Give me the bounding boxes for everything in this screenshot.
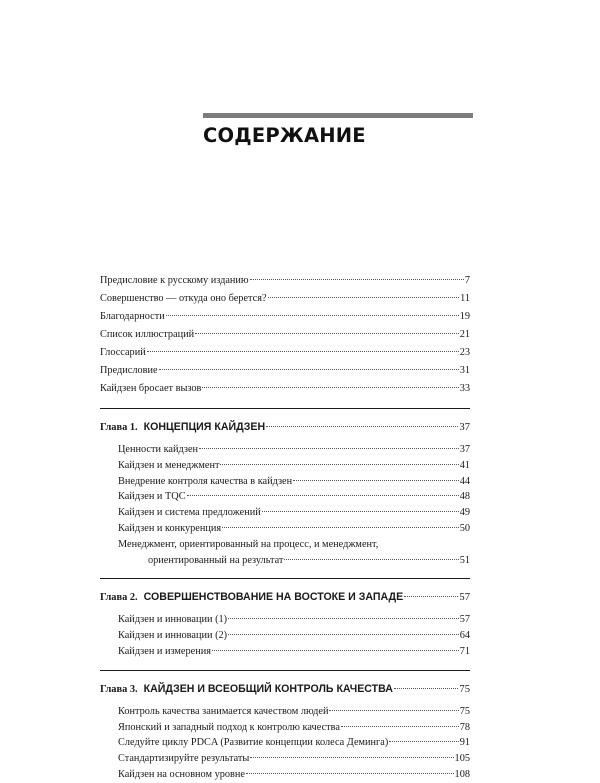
toc-section-label: Контроль качества занимается качеством людей bbox=[118, 705, 329, 717]
divider bbox=[100, 408, 470, 409]
toc-section-page: 78 bbox=[459, 721, 470, 733]
dot-leader bbox=[147, 351, 459, 352]
toc-entry-label: Предисловие bbox=[100, 365, 158, 376]
toc-entry-label: Глоссарий bbox=[100, 347, 146, 358]
toc-section-label: Кайдзен и TQC bbox=[118, 491, 186, 503]
page-title: СОДЕРЖАНИЕ bbox=[203, 124, 366, 147]
toc-section-page: 71 bbox=[459, 645, 470, 657]
toc-entry-page: 7 bbox=[464, 275, 470, 286]
toc-entry-page: 21 bbox=[459, 329, 470, 340]
toc-section[interactable] bbox=[100, 628, 470, 644]
toc-section[interactable] bbox=[100, 735, 470, 751]
dot-leader bbox=[293, 480, 459, 481]
toc-section-page: 37 bbox=[459, 444, 470, 455]
toc-section[interactable] bbox=[100, 474, 470, 490]
chapter-number: Глава 3. bbox=[100, 683, 138, 695]
toc-section-label: Кайдзен на основном уровне bbox=[118, 768, 245, 780]
toc-section-page: 41 bbox=[459, 459, 470, 471]
toc-section-page: 48 bbox=[459, 491, 470, 503]
dot-leader bbox=[262, 511, 459, 512]
heading-rule bbox=[203, 113, 473, 118]
toc-entry-label: Кайдзен бросает вызов bbox=[100, 383, 202, 394]
dot-leader bbox=[212, 650, 459, 651]
toc-entry-illustrations[interactable] bbox=[100, 326, 470, 344]
dot-leader bbox=[220, 464, 458, 465]
toc-section-multiline[interactable] bbox=[100, 537, 470, 569]
dot-leader bbox=[266, 426, 458, 427]
toc-section[interactable] bbox=[100, 505, 470, 521]
toc-section-label-line1: Менеджмент, ориентированный на процесс, и менеджмент, bbox=[118, 538, 379, 550]
chapter-number: Глава 1. bbox=[100, 422, 138, 433]
dot-leader bbox=[268, 297, 460, 298]
toc-chapter-3[interactable] bbox=[100, 680, 470, 698]
toc-entry-preface[interactable] bbox=[100, 362, 470, 380]
toc-entry-label: Совершенство — откуда оно берется? bbox=[100, 293, 267, 304]
toc-entry-preface-russian[interactable] bbox=[100, 272, 470, 290]
dot-leader bbox=[404, 596, 458, 597]
toc-entry-label: Список иллюстраций bbox=[100, 329, 195, 340]
chapter-title: КАЙДЗЕН И ВСЕОБЩИЙ КОНТРОЛЬ КАЧЕСТВА bbox=[143, 682, 393, 695]
toc-section-page: 64 bbox=[459, 630, 470, 642]
dot-leader bbox=[222, 527, 459, 528]
toc-chapter-2[interactable] bbox=[100, 588, 470, 606]
toc-section-page: 57 bbox=[459, 614, 470, 626]
dot-leader bbox=[159, 369, 459, 370]
toc-chapter-1[interactable] bbox=[100, 418, 470, 436]
toc-section-label: Кайдзен и система предложений bbox=[118, 507, 261, 519]
toc-section[interactable] bbox=[100, 458, 470, 474]
dot-leader bbox=[284, 559, 458, 560]
toc-section-label: Стандартизируйте результаты bbox=[118, 753, 250, 765]
toc-section-page: 44 bbox=[459, 475, 470, 487]
chapter-title: СОВЕРШЕНСТВОВАНИЕ НА ВОСТОКЕ И ЗАПАДЕ bbox=[143, 591, 404, 604]
chapter-number: Глава 2. bbox=[100, 592, 138, 604]
dot-leader bbox=[246, 773, 454, 774]
dot-leader bbox=[228, 618, 459, 619]
chapter-page: 37 bbox=[459, 422, 470, 433]
dot-leader bbox=[329, 710, 458, 711]
dot-leader bbox=[394, 688, 459, 689]
toc-section[interactable] bbox=[100, 704, 470, 720]
toc-section-page: 75 bbox=[459, 705, 470, 717]
toc-section-page: 108 bbox=[454, 768, 470, 780]
toc-section[interactable] bbox=[100, 612, 470, 628]
toc-section-label: Кайдзен и менеджмент bbox=[118, 459, 220, 471]
toc-entry-kaizen-challenge[interactable] bbox=[100, 380, 470, 398]
toc-entry-page: 23 bbox=[459, 347, 470, 358]
dot-leader bbox=[250, 279, 464, 280]
dot-leader bbox=[166, 315, 459, 316]
toc-section-page: 51 bbox=[459, 554, 470, 566]
toc-entry-page: 19 bbox=[459, 311, 470, 322]
dot-leader bbox=[195, 333, 459, 334]
toc-section-label-line2: ориентированный на результат bbox=[148, 554, 284, 566]
toc-section-line2 bbox=[118, 553, 470, 569]
toc-section[interactable] bbox=[100, 644, 470, 660]
toc-section-label: Японский и западный подход к контролю качества bbox=[118, 721, 340, 733]
dot-leader bbox=[187, 495, 459, 496]
dot-leader bbox=[341, 726, 459, 727]
toc-section-label: Следуйте циклу PDCA (Развитие концепции колеса Деминга) bbox=[118, 737, 389, 749]
dot-leader bbox=[202, 387, 458, 388]
toc-section-page: 50 bbox=[459, 522, 470, 534]
toc-section-label: Кайдзен и инновации (1) bbox=[118, 614, 228, 626]
table-of-contents bbox=[100, 272, 470, 783]
toc-entry-page: 33 bbox=[459, 383, 470, 394]
toc-entry-perfection[interactable] bbox=[100, 290, 470, 308]
toc-section-page: 49 bbox=[459, 507, 470, 519]
dot-leader bbox=[250, 757, 453, 758]
toc-section[interactable] bbox=[100, 442, 470, 458]
chapter-title: КОНЦЕПЦИЯ КАЙДЗЕН bbox=[143, 421, 266, 433]
toc-section-label: Внедрение контроля качества в кайдзен bbox=[118, 475, 293, 487]
toc-section-label: Кайдзен и конкуренция bbox=[118, 522, 222, 534]
toc-entry-label: Предисловие к русскому изданию bbox=[100, 275, 249, 286]
toc-section[interactable] bbox=[100, 489, 470, 505]
toc-section-label: Ценности кайдзен bbox=[118, 444, 199, 455]
toc-section-label: Кайдзен и инновации (2) bbox=[118, 630, 228, 642]
divider bbox=[100, 578, 470, 579]
chapter-page: 57 bbox=[459, 592, 470, 604]
divider bbox=[100, 670, 470, 671]
dot-leader bbox=[199, 448, 459, 449]
toc-entry-glossary[interactable] bbox=[100, 344, 470, 362]
chapter-page: 75 bbox=[459, 683, 470, 695]
toc-section[interactable] bbox=[100, 751, 470, 767]
toc-section[interactable] bbox=[100, 521, 470, 537]
toc-section-label: Кайдзен и измерения bbox=[118, 645, 211, 657]
toc-section[interactable] bbox=[100, 767, 470, 783]
dot-leader bbox=[389, 741, 458, 742]
toc-section[interactable] bbox=[100, 720, 470, 736]
toc-section-page: 91 bbox=[459, 737, 470, 749]
toc-entry-page: 11 bbox=[460, 293, 470, 304]
dot-leader bbox=[228, 634, 459, 635]
toc-entry-acknowledgements[interactable] bbox=[100, 308, 470, 326]
toc-entry-label: Благодарности bbox=[100, 311, 165, 322]
toc-section-page: 105 bbox=[454, 753, 470, 765]
toc-entry-page: 31 bbox=[459, 365, 470, 376]
